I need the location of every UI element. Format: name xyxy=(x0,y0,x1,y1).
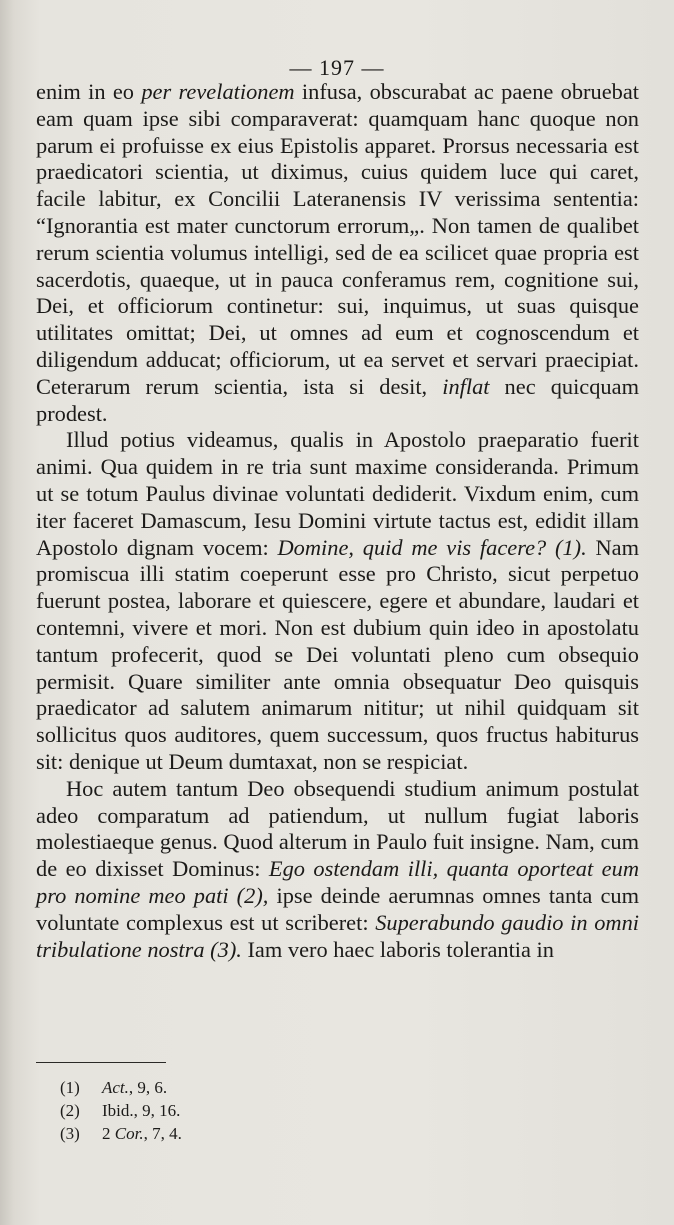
footnote-number: (1) xyxy=(60,1078,80,1097)
footnote-number: (2) xyxy=(60,1101,80,1120)
p3-italic-quote-1: Ego ostendam illi, quanta oporteat eum pro nomine meo pati (2), xyxy=(36,856,639,908)
p2-italic-quote: Domine, quid me vis facere? (1). xyxy=(277,534,587,560)
p3-italic-quote-2: Superabundo gaudio in omni tribulatione nostra (3). xyxy=(36,909,639,962)
footnote-ref: Ibid., 9, 16. xyxy=(102,1101,181,1120)
body-text xyxy=(36,79,639,963)
p2-text-end: Nam promiscua illi statim coeperunt esse pro Christo, sicut perpetuo fuerunt postea, laborare et quiescere, egere et abundare, laudari et contemni, vivere et mori. Non est dubium quin ideo in apostolatu tantum profecerit, quod se Dei voluntati pleno cum obsequio permisit. Quare similiter ante omnia obsequatur Deo quisquis praedicator ad salutem animarum nititur; ut nihil quidquam sit sollicitus quos auditores, quem successum, quos fructus habiturus sit: denique ut Deum dumtaxat, non se respiciat. xyxy=(36,534,640,774)
footnote-ref: , 9, 6. xyxy=(128,1078,168,1097)
footnote-ref-italic: Act. xyxy=(102,1078,129,1097)
p1-text-middle: infusa, obscurabat ac paene obruebat eam quam ipse sibi comparaverat: quamquam hanc quoque non parum ei profuisse ex eius Epistolis apparet. Prorsus necessaria est praedicatori scientia, ut diximus, cuius quidem luce qui caret, facile labitur, ex Concilii Lateranensis IV verissima sententia: “Ignorantia est mater cunctorum errorum„. Non tamen de qualibet rerum scientia volumus intelligi, sed de ea scilicet quae propria est sacerdotis, quaeque, ut in pauca conferamus rem, cognitione sui, Dei, et officiorum continetur: sui, inquimus, ut suas quisque utilitates omittat; Dei, ut omnes ad eum et cognoscendum et diligendum adducat; officiorum, ut ea servet et servari praecipiat. Ceterarum rerum scientia, ista si desit, xyxy=(36,79,639,399)
footnote-3 xyxy=(60,1122,182,1145)
p1-italic-revelationem: per revelationem xyxy=(141,79,295,104)
paragraph-3 xyxy=(36,776,639,964)
p3-text-end: Iam vero haec laboris tolerantia in xyxy=(241,936,554,962)
p1-italic-inflat: inflat xyxy=(442,373,490,399)
page-number: — 197 — xyxy=(289,55,385,80)
footnote-2 xyxy=(60,1099,182,1122)
footnote-ref-italic: Cor. xyxy=(114,1124,144,1143)
footnote-number: (3) xyxy=(60,1124,80,1143)
p1-text-start: enim in eo xyxy=(36,79,142,104)
p1-text-end: nec quicquam prodest. xyxy=(36,373,639,426)
footnotes xyxy=(60,1076,182,1145)
footnote-1 xyxy=(60,1076,182,1099)
footnote-ref: 2 xyxy=(102,1124,115,1143)
footnote-divider xyxy=(36,1062,166,1063)
paragraph-2 xyxy=(36,427,639,775)
p2-text-start: Illud potius videamus, qualis in Apostolo praeparatio fuerit animi. Qua quidem in re tria sunt maxime consideranda. Primum ut se totum Paulus divinae voluntati dediderit. Vixdum enim, cum iter faceret Damascum, Iesu Domini virtute tactus est, edidit illam Apostolo dignam vocem: xyxy=(36,427,639,560)
p3-text-middle: ipse deinde aerumnas omnes tanta cum voluntate complexus est ut scriberet: xyxy=(36,882,639,935)
p3-text-start: Hoc autem tantum Deo obsequendi studium animum postulat adeo comparatum ad patiendum, ut nullum fugiat laboris molestiaeque genus. Quod alterum in Paulo fuit insigne. Nam, cum de eo dixisset Dominus: xyxy=(36,775,639,882)
paragraph-1 xyxy=(36,79,639,427)
footnote-ref: , 7, 4. xyxy=(143,1124,182,1143)
